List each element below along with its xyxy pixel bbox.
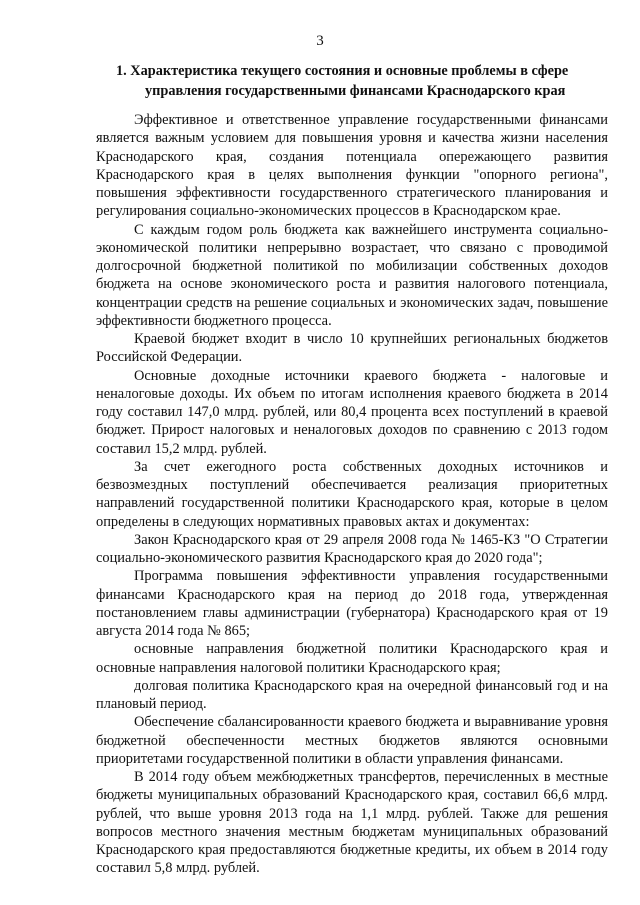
paragraph: За счет ежегодного роста собственных доходных источников и безвозмездных поступлений обеспечивается реализация приоритетных направлений государственной политики Краснодарского края, которые в целом определены в следующих нормативных правовых актах и документах:: [96, 458, 608, 530]
paragraph: С каждым годом роль бюджета как важнейшего инструмента социально-экономической политики непрерывно возрастает, что связано с проводимой долгосрочной бюджетной политикой по мобилизации собственных доходов бюджета на основе экономического роста и развития налогового потенциала, концентрации средств на решение социальных и экономических задач, повышение эффективности бюджетного процесса.: [96, 221, 608, 329]
section-heading-line-2: управления государственными финансами Краснодарского края: [145, 83, 566, 99]
paragraph: основные направления бюджетной политики Краснодарского края и основные направления налоговой политики Краснодарского края;: [96, 641, 608, 676]
paragraph: Краевой бюджет входит в число 10 крупнейших региональных бюджетов Российской Федерации.: [96, 331, 608, 366]
page-number: 3: [316, 33, 324, 49]
paragraph: долговая политика Краснодарского края на очередной финансовый год и на плановый период.: [96, 677, 608, 712]
paragraph: В 2014 году объем межбюджетных трансфертов, перечисленных в местные бюджеты муниципальных образований Краснодарского края, составил 66,6 млрд. рублей, что выше уровня 2013 года на 1,1 млрд. рублей. Также для решения вопросов местного значения местным бюджетам муниципальных образований Краснодарского края предоставляются бюджетные кредиты, их объем в 2014 году составил 5,8 млрд. рублей.: [96, 769, 608, 877]
section-heading: [116, 61, 586, 101]
body-text: [96, 111, 608, 878]
paragraph: Обеспечение сбалансированности краевого бюджета и выравнивание уровня бюджетной обеспеченности местных бюджетов являются основными приоритетами государственной политики в области управления финансами.: [96, 714, 608, 767]
paragraph: Основные доходные источники краевого бюджета - налоговые и неналоговые доходы. Их объем по итогам исполнения краевого бюджета в 2014 году составил 147,0 млрд. рублей, или 80,4 процента всех поступлений в краевой бюджет. Прирост налоговых и неналоговых доходов по сравнению с 2013 годом составил 15,2 млрд. рублей.: [96, 367, 608, 457]
section-heading-line-1: 1. Характеристика текущего состояния и основные проблемы в сфере: [116, 63, 569, 79]
paragraph: Эффективное и ответственное управление государственными финансами является важным условием для повышения уровня и качества жизни населения Краснодарского края, создания потенциала опережающего развития Краснодарского края в целях выполнения функции "опорного региона", повышения эффективности государственного стратегического планирования и регулирования социально-экономических процессов в Краснодарском крае.: [96, 112, 608, 220]
paragraph: Закон Краснодарского края от 29 апреля 2008 года № 1465-КЗ "О Стратегии социально-экономического развития Краснодарского края до 2020 года";: [96, 531, 608, 566]
paragraph: Программа повышения эффективности управления государственными финансами Краснодарского края на период до 2018 года, утвержденная постановлением главы администрации (губернатора) Краснодарского края от 19 августа 2014 года № 865;: [96, 568, 608, 639]
